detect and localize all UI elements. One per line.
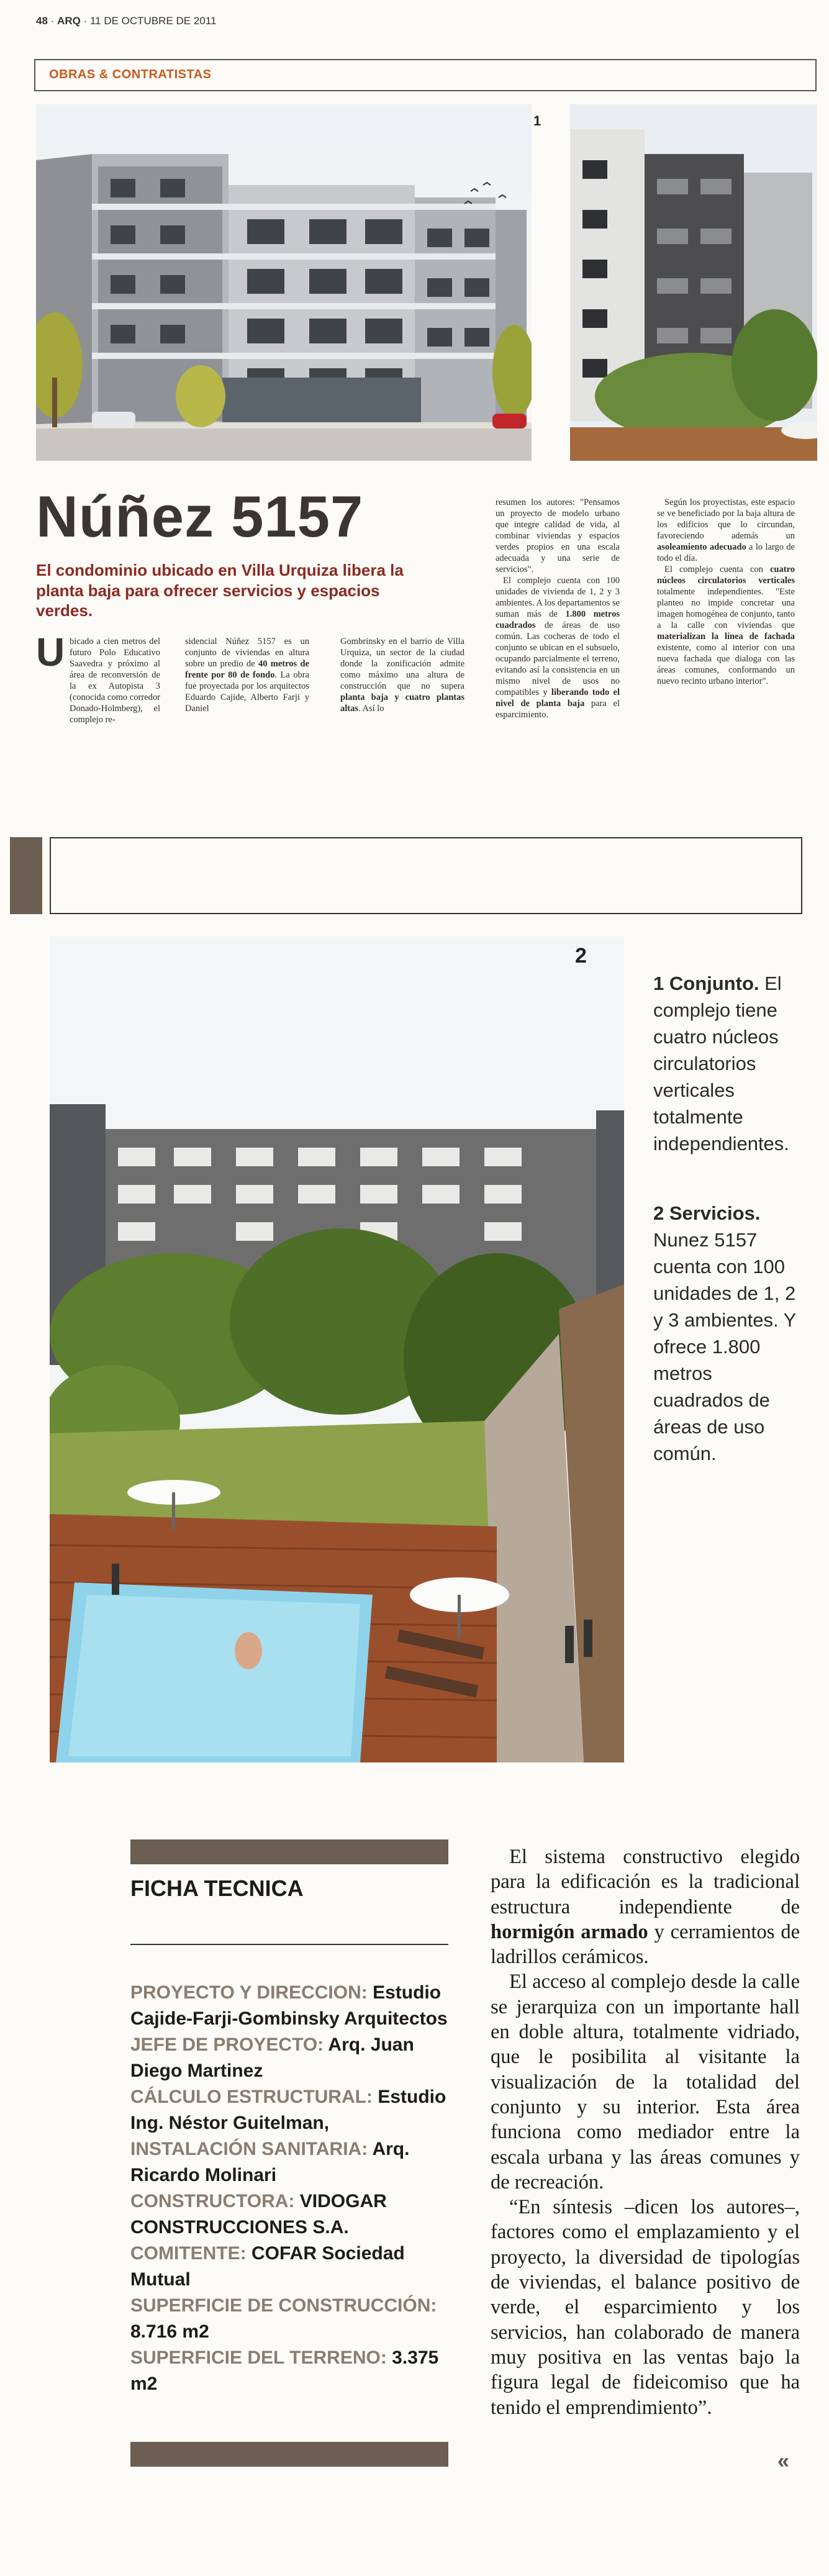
photo-building-side bbox=[570, 104, 817, 461]
issue-date: 11 DE OCTUBRE DE 2011 bbox=[89, 15, 217, 27]
ficha-item-value: Estudio Ing. Néstor Guitelman, bbox=[130, 2087, 446, 2133]
article-column-3 bbox=[340, 636, 464, 714]
body-paragraph-2: El acceso al complejo desde la calle se jerarquiza con un importante hall en doble altura, totalmente vidriado, que le posibilita al visitante la visualización de la totalidad del conjunto y su interior. Esta área funciona como mediador entre la escala urbana y las áreas comunes y de recreación. bbox=[491, 1971, 800, 2193]
column-4-para-1 bbox=[496, 497, 620, 575]
column-5-text-f: totalmente independientes. "Este planteo no impide concretar una imagen homogénea de conjunto, tanto a la calle con viviendas que bbox=[657, 587, 795, 630]
column-4-highlight-2: liberando todo el nivel de planta baja bbox=[496, 687, 620, 709]
banner-accent-bar bbox=[10, 837, 42, 914]
column-2-text-c: . La obra fue proyectada por los arquitectos Eduardo Cajide, Alberto Farji y Daniel bbox=[185, 670, 310, 714]
column-3-highlight: planta baja y cuatro plantas altas bbox=[340, 692, 464, 714]
page-info bbox=[36, 15, 216, 27]
column-5-text-d: El complejo cuenta con bbox=[664, 565, 770, 574]
column-4-text-b: El complejo cuenta con 100 unidades de vivienda de 1, 2 y 3 ambientes. A los departamentos se suman más de bbox=[496, 576, 620, 619]
column-5-highlight-2: cuatro núcleos circulatorios verticales bbox=[657, 565, 795, 586]
ficha-item-value: Estudio Cajide-Farji-Gombinsky Arquitectos bbox=[130, 1982, 448, 2029]
ficha-item-label: PROYECTO Y DIRECCION: bbox=[130, 1982, 368, 2003]
ficha-item-value: COFAR Sociedad Mutual bbox=[130, 2243, 405, 2290]
section-label: OBRAS & CONTRATISTAS bbox=[49, 68, 212, 81]
photo-2-number: 2 bbox=[575, 944, 587, 968]
ficha-item-value: 8.716 m2 bbox=[130, 2321, 209, 2342]
ficha-item-label: SUPERFICIE DEL TERRENO: bbox=[130, 2347, 387, 2368]
ficha-item-value: 3.375 m2 bbox=[130, 2347, 439, 2394]
column-5-text-c: a lo largo de todo el día. bbox=[657, 542, 795, 563]
ficha-item-label: CONSTRUCTORA: bbox=[130, 2191, 295, 2211]
ficha-bottom-bar bbox=[130, 2442, 448, 2467]
separator-dot: · bbox=[50, 15, 58, 27]
ficha-item-value: Arq. Juan Diego Martinez bbox=[130, 2034, 414, 2081]
ficha-item-label: CÁLCULO ESTRUCTURAL: bbox=[130, 2087, 373, 2107]
end-of-article-mark: « bbox=[777, 2449, 789, 2473]
ficha-item-label: JEFE DE PROYECTO: bbox=[130, 2034, 324, 2055]
caption-1-text: El complejo tiene cuatro núcleos circulatorios verticales totalmente independientes. bbox=[653, 973, 789, 1154]
caption-1-title: Conjunto. bbox=[669, 973, 759, 994]
ficha-item bbox=[130, 2136, 450, 2188]
column-5-para-2 bbox=[657, 564, 795, 687]
column-4-text-a: resumen los autores: "Pensamos un proyecto de modelo urbano que integre calidad de vida, al combinar viviendas y espacios verdes propios en una escala adecuada y una serie de servicios". bbox=[496, 497, 620, 574]
body-paragraph-3: “En síntesis –dicen los autores–, factores como el emplazamiento y el proyecto, la diversidad de tipologías de viviendas, el balance positivo de verde, el esparcimiento y los servicios, han colaborado de manera muy positiva en las ventas bajo la figura legal de fideicomiso que ha tenido el emprendimiento”. bbox=[491, 2196, 800, 2419]
column-1-text: bicado a cien metros del futuro Polo Educativo Saavedra y próximo al área de reconversión de la ex Autopista 3 (conocida como corredor Donado-Holmberg), el complejo re- bbox=[70, 637, 160, 725]
body-p1-text-a: El sistema constructivo elegido para la edificación es la tradicional estructura independiente de bbox=[491, 1846, 800, 1918]
article-subtitle: El condominio ubicado en Villa Urquiza libera la planta baja para ofrecer servicios y espacios verdes. bbox=[36, 561, 404, 620]
photo-building-exterior bbox=[36, 104, 532, 461]
ficha-top-bar bbox=[130, 1839, 448, 1864]
ficha-divider bbox=[130, 1944, 448, 1945]
ficha-item bbox=[130, 2241, 450, 2293]
publication-name: ARQ bbox=[57, 15, 81, 27]
ficha-title: FICHA TECNICA bbox=[130, 1875, 304, 1901]
ficha-item-value: VIDOGAR CONSTRUCCIONES S.A. bbox=[130, 2191, 387, 2238]
ficha-item bbox=[130, 2293, 450, 2345]
caption-2 bbox=[653, 1200, 802, 1467]
article-body bbox=[491, 1844, 800, 2420]
column-3-text-a: Gombrinsky en el barrio de Villa Urquiza, un sector de la ciudad donde la zonificación admite como máximo una altura de construcción que no supera bbox=[340, 637, 464, 691]
column-5-highlight-1: asoleamiento adecuado bbox=[657, 542, 746, 552]
caption-2-number: 2 bbox=[653, 1202, 664, 1224]
ficha-item bbox=[130, 2345, 450, 2397]
ficha-item-label: COMITENTE: bbox=[130, 2243, 247, 2264]
photo-1-number: 1 bbox=[533, 113, 541, 129]
column-3-text-c: . Así lo bbox=[358, 704, 384, 714]
caption-2-title: Servicios. bbox=[669, 1202, 761, 1224]
column-2-highlight: 40 metros de frente por 80 de fondo bbox=[185, 659, 309, 680]
body-p1-text-c: y cerramientos de ladrillos cerámicos. bbox=[491, 1920, 800, 1969]
column-4-para-2 bbox=[496, 575, 620, 720]
ficha-item-value: Arq. Ricardo Molinari bbox=[130, 2139, 410, 2185]
ficha-item-label: INSTALACIÓN SANITARIA: bbox=[130, 2139, 368, 2159]
article-column-5 bbox=[657, 497, 795, 687]
drop-cap: U bbox=[36, 630, 65, 674]
column-5-para-1 bbox=[657, 497, 795, 564]
caption-2-text: Nunez 5157 cuenta con 100 unidades de 1, 2 y 3 ambientes. Y ofrece 1.800 metros cuadrados de áreas de uso común. bbox=[653, 1229, 796, 1464]
section-header bbox=[34, 59, 817, 91]
column-4-highlight-1: 1.800 metros cuadrados bbox=[496, 609, 620, 630]
column-4-text-f: para el esparcimiento. bbox=[496, 699, 620, 720]
article-column-4 bbox=[496, 497, 620, 720]
body-p1-highlight: hormigón armado bbox=[491, 1920, 648, 1943]
column-2-text-a: sidencial Núñez 5157 es un conjunto de viviendas en altura sobre un predio de bbox=[185, 637, 309, 669]
ficha-item bbox=[130, 2084, 450, 2136]
ficha-list bbox=[130, 1980, 450, 2397]
page-number: 48 bbox=[36, 15, 48, 27]
article-column-1 bbox=[70, 636, 160, 725]
ficha-item bbox=[130, 2032, 450, 2084]
photo-courtyard-pool bbox=[50, 937, 624, 1762]
separator-dot: · bbox=[83, 15, 90, 27]
ficha-item bbox=[130, 1980, 450, 2032]
body-paragraph-1 bbox=[491, 1844, 800, 1969]
ficha-item-label: SUPERFICIE DE CONSTRUCCIÓN: bbox=[130, 2295, 437, 2316]
caption-1 bbox=[653, 970, 802, 1157]
article-column-2 bbox=[185, 636, 309, 714]
caption-1-number: 1 bbox=[653, 973, 664, 994]
column-5-highlight-3: materializan la línea de fachada bbox=[657, 632, 795, 642]
article-title: Núñez 5157 bbox=[36, 484, 364, 549]
ficha-item bbox=[130, 2188, 450, 2241]
banner-frame bbox=[50, 837, 802, 914]
column-5-text-a: Según los proyectistas, este espacio se ve beneficiado por la baja altura de los edificios que lo circundan, favoreciendo además un bbox=[657, 497, 795, 541]
column-5-text-h: existente, como al interior con una nueva fachada que dialoga con las áreas comunes, conformando un nuevo recinto urbano interior". bbox=[657, 643, 795, 686]
column-4-text-d: de áreas de uso común. Las cocheras de todo el conjunto se ubican en el subsuelo, ocupando parcialmente el terreno, evitando así la consistencia en un mismo nivel de usos no compatibles y bbox=[496, 620, 620, 697]
